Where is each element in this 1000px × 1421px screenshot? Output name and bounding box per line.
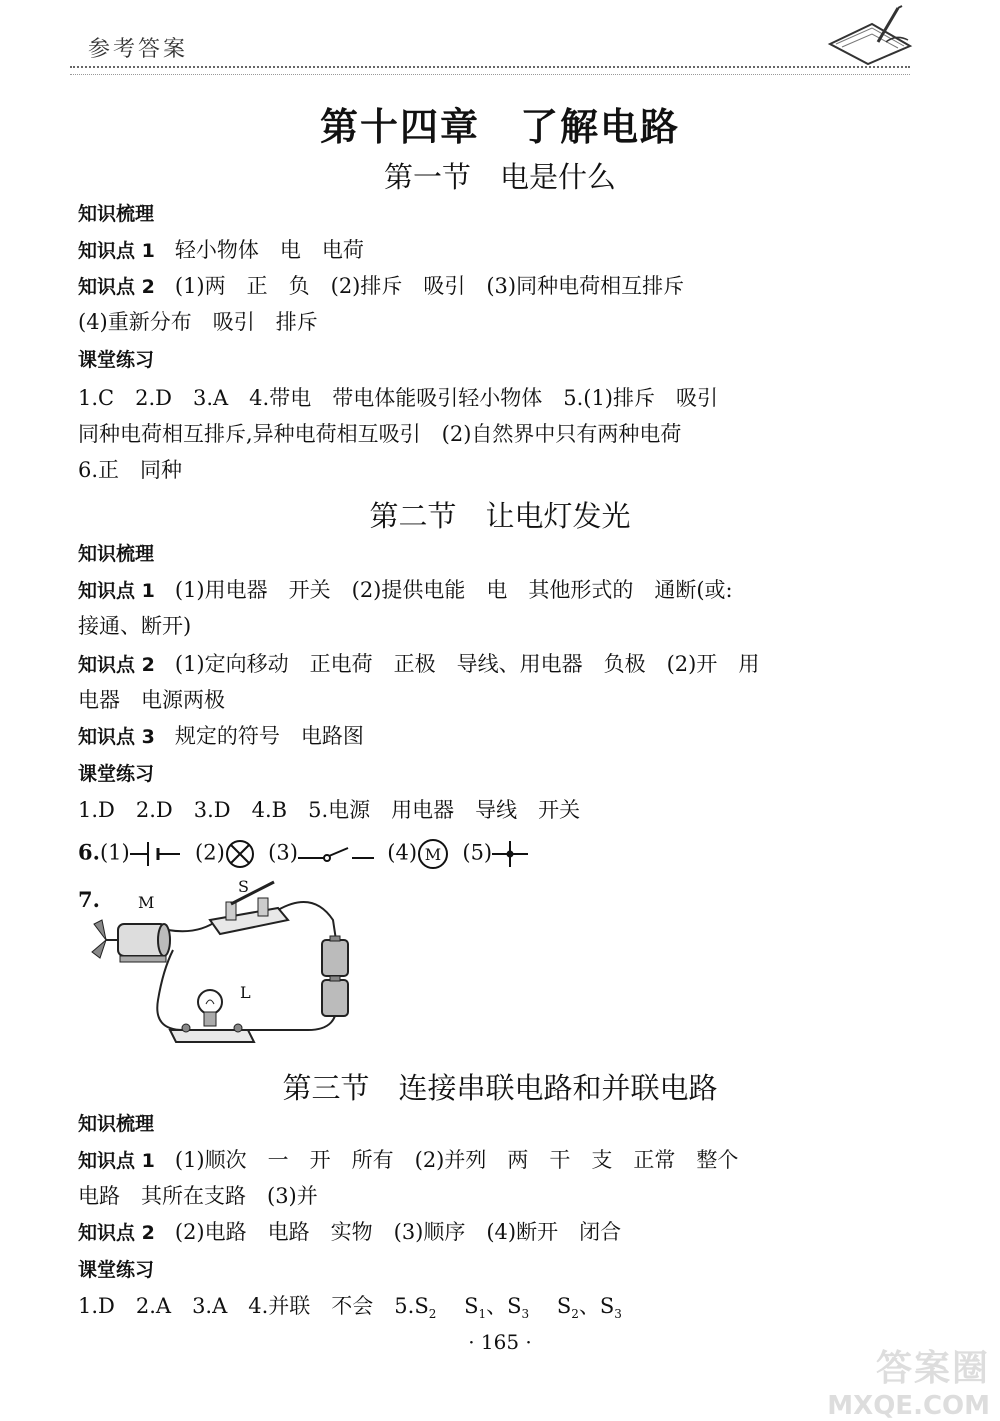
section-3-answer-line-1: 1.D 2.A 3.A 4.并联 不会 $5.S_2$ $S_1$、$S_3$ $S_2$、$S_3$ — [78, 1294, 622, 1322]
circuit-question-number: 7. — [78, 887, 100, 912]
header-divider — [70, 66, 910, 75]
svg-text:L: L — [240, 983, 251, 1002]
section-2-point-3: 知识点 3 规定的符号 电路图 — [78, 724, 364, 748]
svg-text:M: M — [138, 893, 155, 912]
section-3-title: 第三节 连接串联电路和并联电路 — [282, 1071, 718, 1105]
section-1-answer-line-1: 1.C 2.D 3.A 4.带电 带电体能吸引轻小物体 5.(1)排斥 吸引 — [78, 386, 718, 410]
section-1-answer-line-2: 同种电荷相互排斥,异种电荷相互吸引 (2)自然界中只有两种电荷 — [78, 422, 682, 446]
page-number: · 165 · — [468, 1330, 532, 1354]
battery-drawing — [322, 936, 348, 1016]
circuit-drawing — [78, 880, 378, 1060]
watermark: 答案圈 MXQE.COM — [827, 1348, 990, 1421]
chapter-title: 第十四章 了解电路 — [319, 105, 680, 149]
circuit-symbols-row: 6.(1) (2) (3) (4) M (5) — [78, 838, 528, 870]
switch-symbol-icon — [298, 842, 374, 866]
section-3-practice-label: 课堂练习 — [78, 1259, 155, 1281]
knife-switch-drawing — [210, 880, 288, 934]
section-2-point-2-cont: 电器 电源两极 — [78, 688, 225, 712]
section-3-point-2: 知识点 2 (2)电路 电路 实物 (3)顺序 (4)断开 闭合 — [78, 1220, 622, 1244]
section-1-answer-line-3: 6.正 同种 — [78, 458, 183, 482]
section-3-point-1: 知识点 1 (1)顺次 一 开 所有 (2)并列 两 干 支 正常 整个 — [78, 1148, 739, 1172]
section-3-point-1-cont: 电路 其所在支路 (3)并 — [78, 1184, 318, 1208]
svg-text:S: S — [238, 880, 249, 896]
lamp-drawing — [170, 983, 254, 1042]
section-2-point-1: 知识点 1 (1)用电器 开关 (2)提供电能 电 其他形式的 通断(或: — [78, 578, 733, 602]
section-3-review-label: 知识梳理 — [78, 1113, 155, 1135]
section-2-point-1-cont: 接通、断开) — [78, 614, 192, 638]
section-1-review-label: 知识梳理 — [78, 203, 155, 225]
section-2-title: 第二节 让电灯发光 — [369, 499, 631, 533]
section-1-practice-label: 课堂练习 — [78, 349, 155, 371]
section-1-point-1: 知识点 1 轻小物体 电 电荷 — [78, 238, 364, 262]
battery-symbol-icon — [130, 840, 182, 868]
motor-symbol-icon — [417, 838, 449, 870]
section-1-point-2: 知识点 2 (1)两 正 负 (2)排斥 吸引 (3)同种电荷相互排斥 — [78, 274, 685, 298]
header-label: 参考答案 — [88, 37, 189, 62]
notebook-pencil-icon — [826, 4, 916, 66]
section-2-practice-label: 课堂练习 — [78, 763, 155, 785]
section-1-title: 第一节 电是什么 — [383, 160, 616, 194]
svg-text:M: M — [424, 845, 442, 864]
section-2-answer-line-1: 1.D 2.D 3.D 4.B 5.电源 用电器 导线 开关 — [78, 798, 581, 822]
lamp-symbol-icon — [225, 839, 255, 869]
junction-symbol-icon — [492, 839, 528, 869]
section-2-point-2: 知识点 2 (1)定向移动 正电荷 正极 导线、用电器 负极 (2)开 用 — [78, 652, 760, 676]
section-2-review-label: 知识梳理 — [78, 543, 155, 565]
section-1-point-2-cont: (4)重新分布 吸引 排斥 — [78, 310, 318, 334]
motor-drawing — [92, 893, 170, 962]
